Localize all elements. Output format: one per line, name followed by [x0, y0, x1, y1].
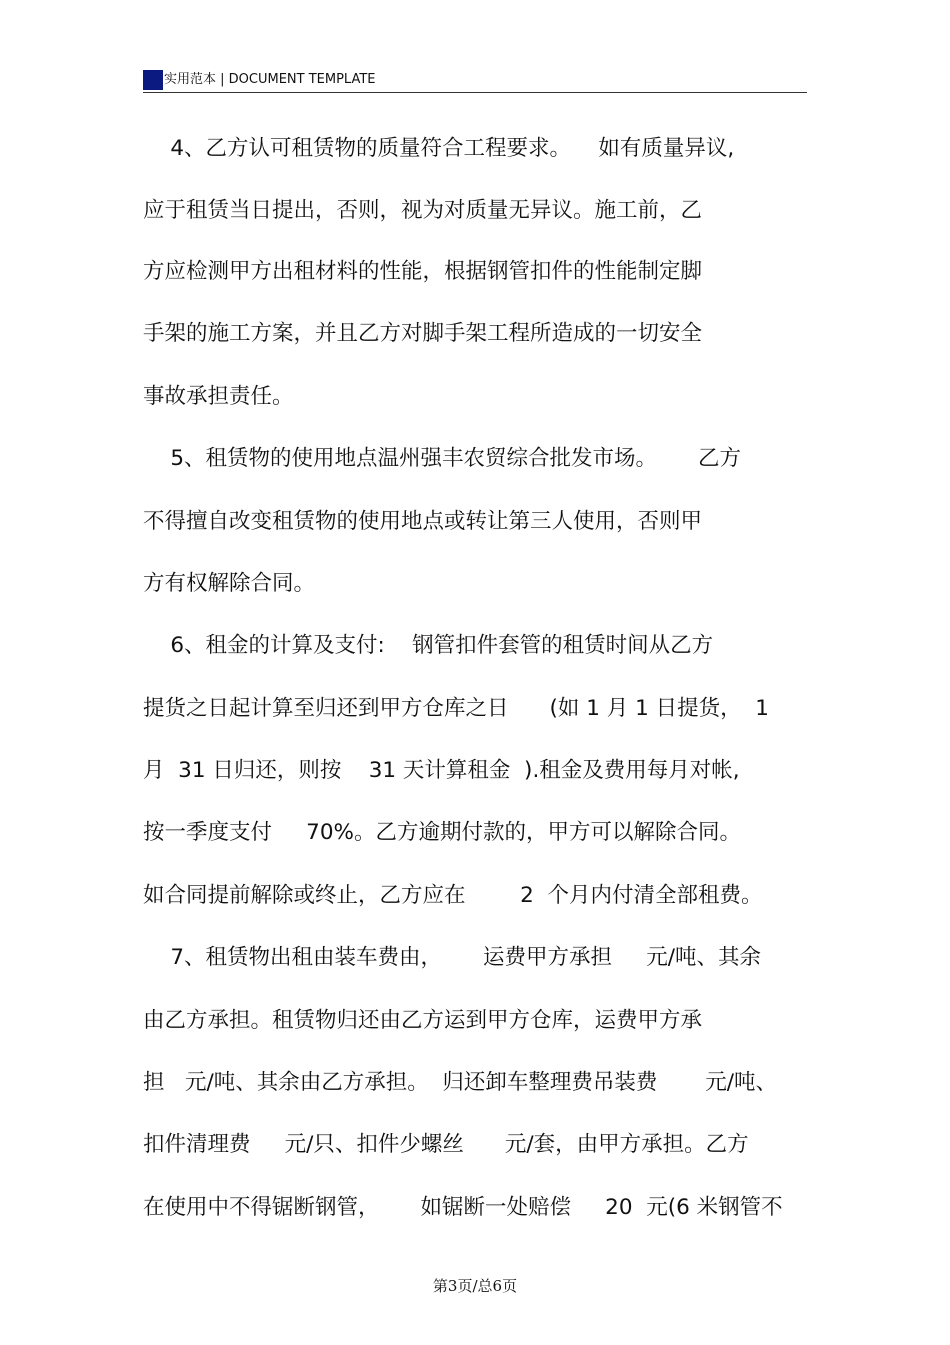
body-line: 按一季度支付 70%。乙方逾期付款的，甲方可以解除合同。: [143, 820, 741, 845]
body-line: 如合同提前解除或终止，乙方应在 2 个月内付清全部租费。: [143, 883, 763, 908]
body-line: 方应检测甲方出租材料的性能，根据钢管扣件的性能制定脚: [143, 259, 703, 284]
body-line: 7、租赁物出租由装车费由， 运费甲方承担 元/吨、其余: [143, 945, 761, 970]
page-header: [143, 68, 807, 94]
header-divider: [143, 92, 807, 93]
body-line: 手架的施工方案，并且乙方对脚手架工程所造成的一切安全: [143, 321, 703, 346]
body-line: 由乙方承担。租赁物归还由乙方运到甲方仓库，运费甲方承: [143, 1008, 703, 1033]
body-line: 4、乙方认可租赁物的质量符合工程要求。 如有质量异议,: [143, 136, 735, 161]
body-line: 在使用中不得锯断钢管， 如锯断一处赔偿 20 元(6 米钢管不: [143, 1195, 783, 1220]
body-line: 不得擅自改变租赁物的使用地点或转让第三人使用，否则甲: [143, 509, 703, 534]
body-line: 提货之日起计算至归还到甲方仓库之日 (如 1 月 1 日提货， 1: [143, 696, 769, 721]
body-line: 月 31 日归还，则按 31 天计算租金 ).租金及费用每月对帐,: [143, 758, 740, 783]
body-line: 应于租赁当日提出，否则，视为对质量无异议。施工前，乙: [143, 198, 703, 223]
body-line: 方有权解除合同。: [143, 571, 316, 596]
body-line: 6、租金的计算及支付: 钢管扣件套管的租赁时间从乙方: [143, 633, 714, 658]
body-line: 担 元/吨、其余由乙方承担。 归还卸车整理费吊装费 元/吨、: [143, 1070, 778, 1095]
header-label: 实用范本 | DOCUMENT TEMPLATE: [164, 72, 376, 87]
body-line: 扣件清理费 元/只、扣件少螺丝 元/套，由甲方承担。乙方: [143, 1132, 749, 1157]
header-logo-square: [143, 70, 163, 90]
body-line: 5、租赁物的使用地点温州强丰农贸综合批发市场。 乙方: [143, 446, 742, 471]
page-number-footer: 第3页/总6页: [432, 1277, 518, 1295]
body-line: 事故承担责任。: [143, 384, 294, 409]
